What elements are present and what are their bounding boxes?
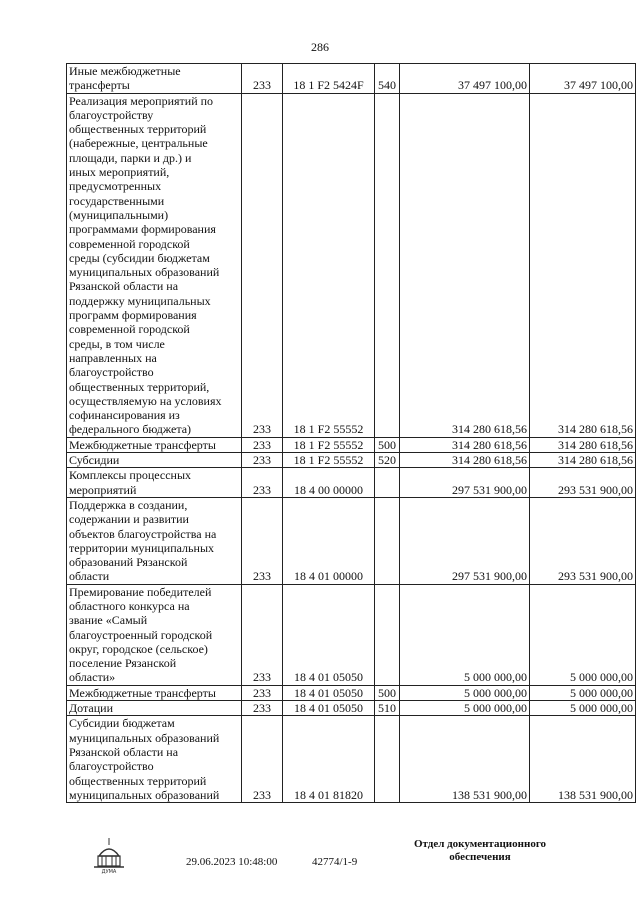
row-name-line: области <box>69 569 110 584</box>
expense-type-cell <box>375 584 400 685</box>
sum-first-cell: 5 000 000,00 <box>400 584 530 685</box>
sum-second-cell: 293 531 900,00 <box>530 497 636 584</box>
sum-second-cell: 314 280 618,56 <box>530 437 636 452</box>
table-row <box>67 453 636 468</box>
row-name-line: общественных территорий, <box>69 379 210 394</box>
sum-first-cell: 314 280 618,56 <box>400 93 530 437</box>
row-name-line: округ, городское (сельское) <box>69 641 208 656</box>
target-article-cell: 18 4 01 05050 <box>283 701 375 716</box>
grbs-cell: 233 <box>242 716 283 803</box>
row-name-line: направленных на <box>69 350 157 365</box>
sum-first-cell: 297 531 900,00 <box>400 468 530 498</box>
budget-table-body <box>67 64 636 803</box>
row-name-line: Межбюджетные трансферты <box>69 437 216 452</box>
row-name-line: Поддержка в создании, <box>69 497 188 512</box>
row-name-line: муниципальных образований <box>69 787 220 802</box>
row-name-line: областного конкурса на <box>69 598 190 613</box>
row-name-line: Субсидии <box>69 453 120 468</box>
sum-first-cell: 37 497 100,00 <box>400 64 530 94</box>
table-row <box>67 64 636 94</box>
row-name-cell <box>67 453 242 468</box>
row-name-line: осуществляемую на условиях <box>69 393 222 408</box>
row-name-cell <box>67 685 242 700</box>
sum-second-cell: 138 531 900,00 <box>530 716 636 803</box>
grbs-cell: 233 <box>242 453 283 468</box>
sum-first-cell: 314 280 618,56 <box>400 437 530 452</box>
footer-department-line2: обеспечения <box>449 851 511 863</box>
row-name-line: иных мероприятий, <box>69 165 170 180</box>
row-name-line: благоустройство <box>69 759 154 774</box>
table-row <box>67 93 636 437</box>
footer-department <box>400 838 560 864</box>
row-name-cell <box>67 468 242 498</box>
row-name-line: среды (субсидии бюджетам <box>69 250 210 265</box>
row-name-cell <box>67 64 242 94</box>
expense-type-cell <box>375 497 400 584</box>
sum-second-cell: 293 531 900,00 <box>530 468 636 498</box>
row-name-line: предусмотренных <box>69 179 162 194</box>
row-name-line: территории муниципальных <box>69 540 215 555</box>
sum-first-cell: 297 531 900,00 <box>400 497 530 584</box>
row-name-line: содержании и развитии <box>69 512 189 527</box>
target-article-cell: 18 1 F2 55552 <box>283 93 375 437</box>
row-name-line: (муниципальными) <box>69 207 169 222</box>
expense-type-cell <box>375 468 400 498</box>
target-article-cell: 18 4 01 81820 <box>283 716 375 803</box>
target-article-cell: 18 1 F2 55552 <box>283 453 375 468</box>
grbs-cell: 233 <box>242 497 283 584</box>
row-name-line: федерального бюджета) <box>69 422 192 437</box>
table-row <box>67 716 636 803</box>
grbs-cell: 233 <box>242 468 283 498</box>
target-article-cell: 18 4 00 00000 <box>283 468 375 498</box>
row-name-line: Рязанской области на <box>69 744 179 759</box>
row-name-cell <box>67 497 242 584</box>
row-name-line: поселение Рязанской <box>69 656 177 671</box>
expense-type-cell: 540 <box>375 64 400 94</box>
footer-department-line1: Отдел документационного <box>413 838 547 850</box>
row-name-line: поддержку муниципальных <box>69 293 211 308</box>
row-name-cell <box>67 437 242 452</box>
sum-second-cell: 5 000 000,00 <box>530 584 636 685</box>
row-name-line: Межбюджетные трансферты <box>69 685 216 700</box>
target-article-cell: 18 1 F2 55552 <box>283 437 375 452</box>
row-name-line: площади, парки и др.) и <box>69 150 192 165</box>
row-name-line: муниципальных образований <box>69 730 220 745</box>
row-name-line: общественных территорий <box>69 773 207 788</box>
expense-type-cell: 500 <box>375 437 400 452</box>
row-name-line: образований Рязанской <box>69 555 188 570</box>
expense-type-cell: 500 <box>375 685 400 700</box>
row-name-line: Премирование победителей <box>69 584 212 599</box>
grbs-cell: 233 <box>242 685 283 700</box>
grbs-cell: 233 <box>242 93 283 437</box>
row-name-line: области» <box>69 670 116 685</box>
row-name-line: программами формирования <box>69 222 216 237</box>
row-name-line: объектов благоустройства на <box>69 526 217 541</box>
row-name-line: Дотации <box>69 701 114 716</box>
row-name-line: современной городской <box>69 322 190 337</box>
row-name-line: программ формирования <box>69 308 197 323</box>
row-name-line: Реализация мероприятий по <box>69 93 214 108</box>
row-name-line: благоустройство <box>69 365 154 380</box>
table-row <box>67 701 636 716</box>
sum-second-cell: 5 000 000,00 <box>530 685 636 700</box>
table-row <box>67 685 636 700</box>
sum-first-cell: 5 000 000,00 <box>400 701 530 716</box>
row-name-line: Комплексы процессных <box>69 468 192 483</box>
sum-first-cell: 5 000 000,00 <box>400 685 530 700</box>
target-article-cell: 18 4 01 00000 <box>283 497 375 584</box>
row-name-cell <box>67 716 242 803</box>
row-name-cell <box>67 584 242 685</box>
target-article-cell: 18 4 01 05050 <box>283 685 375 700</box>
row-name-line: звание «Самый <box>69 613 148 628</box>
table-row <box>67 437 636 452</box>
table-row <box>67 468 636 498</box>
row-name-cell <box>67 93 242 437</box>
sum-second-cell: 314 280 618,56 <box>530 453 636 468</box>
grbs-cell: 233 <box>242 437 283 452</box>
row-name-line: Рязанской области на <box>69 279 179 294</box>
table-row <box>67 584 636 685</box>
sum-first-cell: 314 280 618,56 <box>400 453 530 468</box>
target-article-cell: 18 4 01 05050 <box>283 584 375 685</box>
row-name-line: Иные межбюджетные <box>69 64 181 78</box>
expense-type-cell: 510 <box>375 701 400 716</box>
row-name-line: софинансирования из <box>69 408 180 423</box>
footer-datetime: 29.06.2023 10:48:00 <box>186 856 278 868</box>
row-name-line: (набережные, центральные <box>69 136 208 151</box>
budget-table <box>66 63 636 803</box>
sum-first-cell: 138 531 900,00 <box>400 716 530 803</box>
row-name-line: трансферты <box>69 78 130 93</box>
row-name-line: среды, в том числе <box>69 336 165 351</box>
row-name-line: современной городской <box>69 236 190 251</box>
duma-logo-icon <box>90 836 128 874</box>
row-name-cell <box>67 701 242 716</box>
expense-type-cell <box>375 93 400 437</box>
target-article-cell: 18 1 F2 5424F <box>283 64 375 94</box>
table-row <box>67 497 636 584</box>
sum-second-cell: 5 000 000,00 <box>530 701 636 716</box>
row-name-line: благоустройству <box>69 107 154 122</box>
row-name-line: муниципальных образований <box>69 265 220 280</box>
row-name-line: мероприятий <box>69 482 137 497</box>
footer-document-number: 42774/1-9 <box>312 856 358 868</box>
row-name-line: благоустроенный городской <box>69 627 213 642</box>
row-name-line: Субсидии бюджетам <box>69 716 175 731</box>
grbs-cell: 233 <box>242 584 283 685</box>
sum-second-cell: 37 497 100,00 <box>530 64 636 94</box>
sum-second-cell: 314 280 618,56 <box>530 93 636 437</box>
expense-type-cell <box>375 716 400 803</box>
page-number: 286 <box>311 40 329 54</box>
row-name-line: общественных территорий <box>69 122 207 137</box>
grbs-cell: 233 <box>242 701 283 716</box>
svg-text:ДУМА: ДУМА <box>101 869 117 874</box>
row-name-line: государственными <box>69 193 165 208</box>
grbs-cell: 233 <box>242 64 283 94</box>
expense-type-cell: 520 <box>375 453 400 468</box>
